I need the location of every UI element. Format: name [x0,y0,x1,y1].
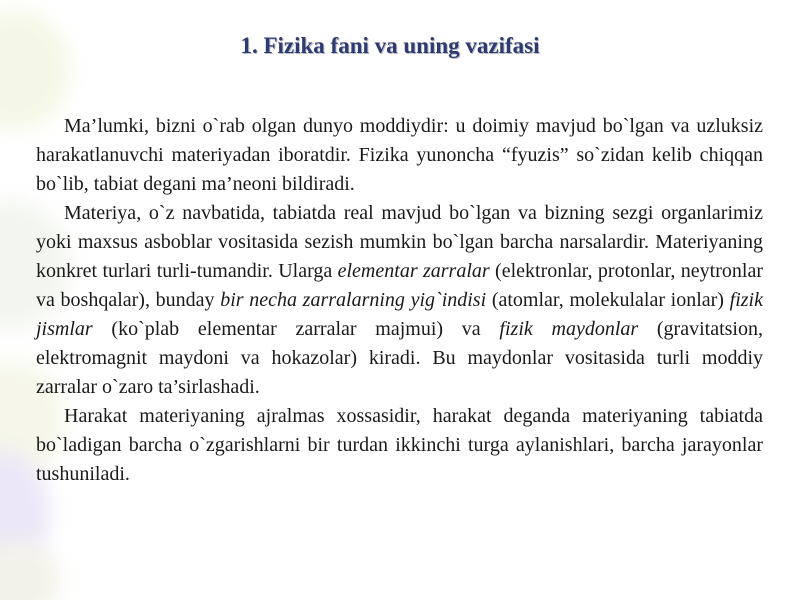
paragraph-2 [36,199,763,402]
paragraph-3 [36,402,763,489]
paragraph-text: (atomlar, molekulalar ionlar) [486,289,730,311]
paragraph-text: Ma’lumki, bizni o`rab olgan dunyo moddiydir: u doimiy mavjud bo`lgan va uzluksiz harakatlanuvchi materiyadan iboratdir. Fizika yunoncha “fyuzis” so`zidan kelib chiqqan bo`lib, tabiat degani ma’neoni bildiradi. [36,115,763,195]
italic-term: elementar zarralar [337,260,490,282]
paragraph-text: (gravitatsion, elektromagnit maydoni va hokazolar) kiradi. Bu maydonlar vositasida turli moddiy zarralar o`zaro ta’sirlashadi. [36,318,763,398]
paragraph-text: (ko`plab elementar zarralar majmui) va [92,318,500,340]
paragraph-text: (elektronlar, protonlar, neytronlar va boshqalar), bunday [36,260,763,311]
paragraph-text: Harakat materiyaning ajralmas xossasidir, harakat deganda materiyaning tabiatda bo`ladigan barcha o`zgarishlarni bir turdan ikkinchi turga aylanishlari, barcha jarayonlar tushuniladi. [36,405,763,485]
italic-term: fizik maydonlar [499,318,639,340]
paragraph-text: Materiya, o`z navbatida, tabiatda real mavjud bo`lgan va bizning sezgi organlarimiz yoki maxsus asboblar vositasida sezish mumkin bo`lgan barcha narsalardir. Materiyaning konkret turlari turli-tumandir. Ularga [36,202,763,282]
italic-term: fizik jismlar [36,289,763,340]
decorative-blob [0,540,60,600]
paragraph-1 [36,112,763,199]
italic-term: bir necha zarralarning yig`indisi [220,289,487,311]
slide-body [36,112,763,489]
slide-title: 1. Fizika fani va uning vazifasi [240,33,540,58]
